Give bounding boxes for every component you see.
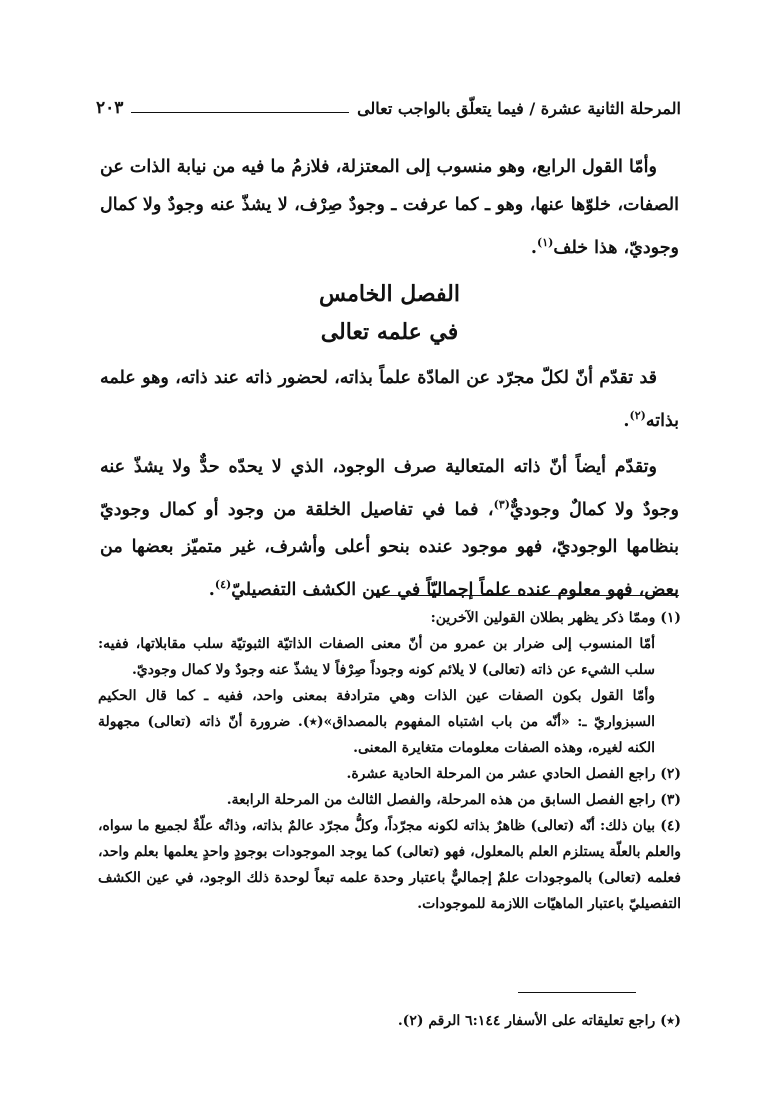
page-number: ٢٠٣ xyxy=(96,98,124,118)
paragraph-pure-existence: وتقدّم أيضاً أنّ ذاته المتعالية صرف الوجود، الذي لا يحدّه حدٌّ ولا يشذّ عنه وجودٌ ولا كمالٌ وجوديٌّ$^{(٣)}$، فما في تفاصيل الخلقة من وجود أو كمال وجوديّ بنظامها الوجوديّ، فهو موجود عنده بنحو أعلى وأشرف، غير متميّز بعضها من بعض، فهو معلوم عنده علماً إجماليّاً في عين الكشف التفصيليّ$^{(٤)}$. xyxy=(100,456,680,601)
footnote-ref-2: (٢) xyxy=(629,408,646,422)
footnote-2: (٢) راجع الفصل الحادي عشر من المرحلة الحادية عشرة. xyxy=(346,766,681,782)
main-text xyxy=(100,148,679,609)
paragraph-text: وأمّا القول الرابع، وهو منسوب إلى المعتزلة، فلازمُ ما فيه من نيابة الذات عن الصفات، خلوّها عنها، وهو ـ كما عرفت ـ وجودٌ صِرْف، لا يشذّ عنه وجودٌ ولا كمال وجوديّ، هذا خلف xyxy=(100,157,679,258)
footnote-ref-1: (١) xyxy=(537,236,554,249)
editor-footnote: (٭) راجع تعليقاته على الأسفار ٦:١٤٤ الرقم (٢). xyxy=(397,1013,681,1029)
paragraph-self-knowledge: قد تقدّم أنّ لكلّ مجرّد عن المادّة علماً بذاته، لحضور ذاته عند ذاته، وهو علمه بذاته$^{(٢)}$. xyxy=(100,367,679,431)
footnotes xyxy=(98,605,681,917)
footnote-1-title: (١) وممّا ذكر يظهر بطلان القولين الآخرين: xyxy=(430,610,681,626)
chapter-title: الفصل الخامس xyxy=(319,280,460,307)
footnote-1-paragraph-1: أمّا المنسوب إلى ضرار بن عمرو من أنّ معنى الصفات الذاتيّة الثبوتيّة سلب مقابلاتها، ففيه: سلب الشيء عن ذاته (تعالى) لا يلائم كونه وجوداً صِرْفاً لا يشذّ عنه وجودٌ ولا كمال وجوديّ. xyxy=(98,636,655,678)
paragraph-text-continued: ، فما في تفاصيل الخلقة من وجود أو كمال وجوديّ بنظامها الوجوديّ، فهو موجود عنده بنحو أعلى وأشرف، غير متميّز بعضها من بعض، فهو معلوم عنده علماً إجماليّاً في عين الكشف التفصيليّ xyxy=(100,499,679,601)
chapter-subtitle: في علمه تعالى xyxy=(320,318,459,345)
footnote-ref-3: (٣) xyxy=(493,497,510,511)
running-header xyxy=(96,98,681,118)
chapter-heading xyxy=(100,275,679,351)
footnote-separator xyxy=(374,595,679,596)
header-rule xyxy=(131,112,349,113)
footnote-3: (٣) راجع الفصل السابق من هذه المرحلة، والفصل الثالث من المرحلة الرابعة. xyxy=(226,792,681,808)
editor-note-separator xyxy=(518,992,636,993)
footnote-4: (٤) بيان ذلك: أنّه (تعالى) ظاهرٌ بذاته لكونه مجرّداً، وكلُّ مجرّد عالمٌ بذاته، وذاتُه علّةٌ لجميع ما سواه، والعلم بالعلّة يستلزم العلم بالمعلول، فهو (تعالى) كما يوجد الموجودات بوجودٍ واحدٍ يعلمها بعلم واحد، فعلمه (تعالى) بالموجودات علمٌ إجماليٌّ باعتبار وحدة علمه تبعاً لوحدة ذلك الوجود، في عين الكشف التفصيليّ باعتبار الماهيّات اللازمة للموجودات. xyxy=(98,818,681,912)
paragraph-text: وتقدّم أيضاً أنّ ذاته المتعالية صرف الوجود، الذي لا يحدّه حدٌّ ولا يشذّ عنه وجودٌ ولا كمالٌ وجوديٌّ xyxy=(100,456,680,520)
paragraph-fourth-opinion: وأمّا القول الرابع، وهو منسوب إلى المعتزلة، فلازمُ ما فيه من نيابة الذات عن الصفات، خلوّها عنها، وهو ـ كما عرفت ـ وجودٌ صِرْف، لا يشذّ عنه وجودٌ ولا كمال وجوديّ، هذا خلف$^{(١)}$. xyxy=(100,157,679,258)
footnote-1-paragraph-2: وأمّا القول بكون الصفات عين الذات وهي مترادفة بمعنى واحد، ففيه ـ كما قال الحكيم السبزواريّ ـ: «أنّه من باب اشتباه المفهوم بالمصداق»(٭). ضرورة أنّ ذاته (تعالى) مجهولة الكنه لغيره، وهذه الصفات معلومات متغايرة المعنى. xyxy=(98,688,655,756)
footnote-ref-4: (٤) xyxy=(214,578,232,592)
running-title: المرحلة الثانية عشرة / فيما يتعلّق بالواجب تعالى xyxy=(357,99,681,118)
paragraph-text: قد تقدّم أنّ لكلّ مجرّد عن المادّة علماً بذاته، لحضور ذاته عند ذاته، وهو علمه بذاته xyxy=(100,367,679,431)
